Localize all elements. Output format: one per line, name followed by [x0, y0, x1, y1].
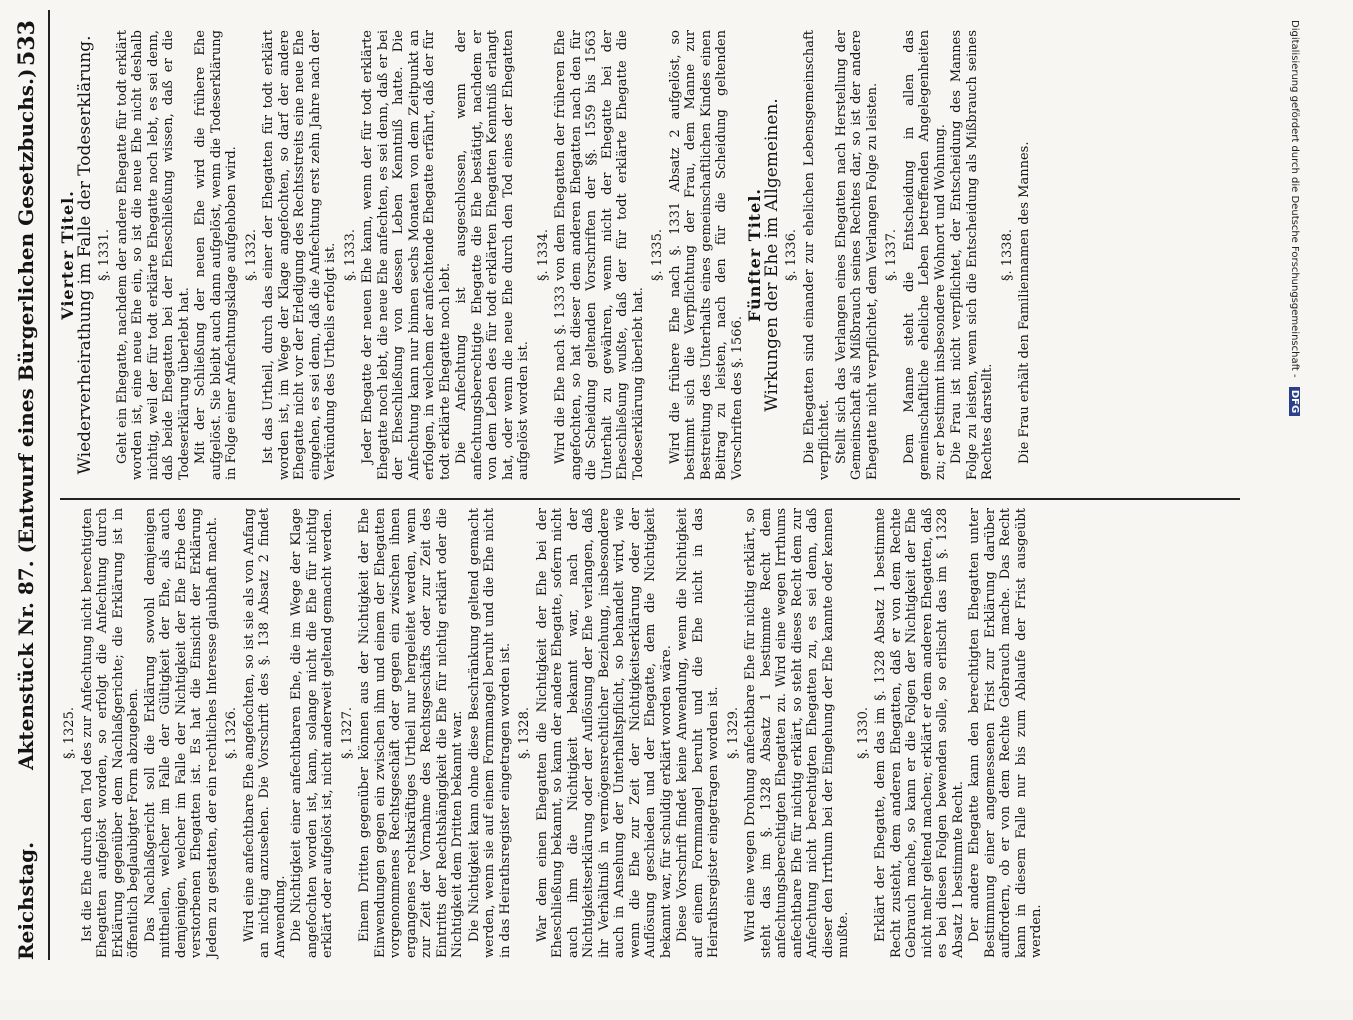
digitization-text: Digitalisierung gefördert durch die Deutsche Forschungsgemeinschaft - [1289, 20, 1300, 378]
title-subheading: Wirkungen der Ehe im Allgemeinen. [761, 98, 782, 412]
paragraph: Wird eine anfechtbare Ehe angefochten, so ist sie als von Anfang an nichtig anzusehen. Die Vorschrift des §. 138 Absatz 2 findet Anwendung. [241, 508, 288, 958]
section-number: §. 1338. [999, 229, 1015, 281]
title-heading: Vierter Titel. [58, 190, 77, 320]
digitization-note [1282, 20, 1300, 1020]
left-column [58, 508, 1046, 958]
header-rule [48, 10, 50, 960]
dfg-logo: DFG [1289, 387, 1300, 416]
paragraph: Einem Dritten gegenüber können aus der Nichtigkeit der Ehe Einwendungen gegen ein zwischen ihm und einem der Ehegatten vorgenommenes Rechtsgeschäft oder gegen ein zwischen ihnen ergangenes rechtskräftiges Urtheil nur hergeleitet werden, wenn zur Zeit der Vornahme des Rechtsgeschäfts oder zur Zeit des Eintritts der Rechtshängigkeit die Ehe für nichtig erklärt oder die Nichtigkeit dem Dritten bekannt war. [357, 508, 465, 958]
paragraph: Jeder Ehegatte der neuen Ehe kann, wenn der für todt erklärte Ehegatte noch lebt, die neue Ehe anfechten, es sei denn, daß er bei der Eheschließung von dessen Leben Kenntniß hatte. Die Anfechtung kann nur binnen sechs Monaten von dem Zeitpunkt an erfolgen, in welchem der anfechtende Ehegatte erfährt, daß der für todt erklärte Ehegatte noch lebt. [360, 30, 453, 480]
paragraph: Wird die frühere Ehe nach §. 1331 Absatz 2 aufgelöst, so bestimmt sich die Verpflichtung der Frau, dem Manne zur Bestreitung des Unterhalts eines gemeinschaftlichen Kindes einen Beitrag zu leisten, nach den für die Scheidung geltenden Vorschriften des §. 1566. [667, 30, 745, 480]
paragraph: Die Nichtigkeit kann ohne diese Beschränkung geltend gemacht werden, wenn sie auf einem Formmangel beruht und die Ehe nicht in das Heirathsregister eingetragen worden ist. [466, 508, 513, 958]
title-heading: Fünfter Titel. [745, 188, 764, 322]
paragraph: Ist die Ehe durch den Tod des zur Anfechtung nicht berechtigten Ehegatten aufgelöst worden, so erfolgt die Anfechtung durch Erklärung gegenüber dem Nachlaßgerichte; die Erklärung ist in öffentlich beglaubigter Form abzugeben. [79, 508, 141, 958]
section-number: §. 1326. [224, 707, 239, 759]
paragraph: Ist das Urtheil, durch das einer der Ehegatten für todt erklärt worden ist, im Wege der Klage angefochten, so darf der andere Ehegatte nicht vor der Erledigung des Rechtsstreits eine neue Ehe eingehen, es sei denn, daß die Anfechtung erst zehn Jahre nach der Verkündung des Urtheils erfolgt ist. [261, 30, 338, 480]
section-number: §. 1328. [517, 707, 532, 759]
section-number: §. 1333. [342, 229, 358, 281]
page-number: 533 [14, 20, 40, 66]
section-number: §. 1331. [97, 229, 112, 281]
section-number: §. 1334. [535, 229, 551, 281]
paragraph: Wird die Ehe nach §. 1333 von dem Ehegatten der früheren Ehe angefochten, so hat dieser dem anderen Ehegatten nach den für die Scheidung geltenden Vorschriften der §§. 1559 bis 1563 Unterhalt zu gewähren, wenn nicht der Ehegatte bei der Eheschließung wußte, daß der für todt erklärte Ehegatte die Todeserklärung überlebt hat. [553, 30, 646, 480]
header-title: Aktenstück Nr. 87. (Entwurf eines Bürgerlichen Gesetzbuchs.) [14, 68, 38, 770]
right-column [58, 30, 1034, 480]
page-header [8, 10, 44, 960]
paragraph: Stellt sich das Verlangen eines Ehegatten nach Herstellung der Gemeinschaft als Mißbrauch seines Rechtes dar, so ist der andere Ehegatte nicht verpflichtet, dem Verlangen Folge zu leisten. [833, 30, 880, 480]
header-left: Reichstag. [14, 841, 38, 960]
paragraph: Wird eine wegen Drohung anfechtbare Ehe für nichtig erklärt, so steht das im §. 1328 Absatz 1 bestimmte Recht dem anfechtungsberechtigten Ehegatten zu. Wird eine wegen Irrthums anfechtbare Ehe für nichtig erklärt, so steht dieses Recht dem zur Anfechtung nicht berechtigten Ehegatten zu, es sei denn, daß dieser den Irrthum bei der Eingehung der Ehe kannte oder kennen mußte. [743, 508, 851, 958]
column-divider [60, 498, 1240, 500]
title-subheading: Wiederverheirathung im Falle der Todeserklärung. [74, 35, 95, 475]
paragraph: Die Frau erhält den Familiennamen des Mannes. [1017, 141, 1032, 464]
paragraph: Die Ehegatten sind einander zur ehelichen Lebensgemeinschaft verpflichtet. [801, 30, 832, 480]
paragraph: Die Anfechtung ist ausgeschlossen, wenn der anfechtungsberechtigte Ehegatte die Ehe bestätigt, nachdem er von dem Leben des für todt erklärten Ehegatten Kenntniß erlangt hat, oder wenn die neue Ehe durch den Tod eines der Ehegatten aufgelöst worden ist. [454, 30, 531, 480]
paragraph: Erklärt der Ehegatte, dem das im §. 1328 Absatz 1 bestimmte Recht zusteht, dem anderen Ehegatten, daß er von dem Rechte Gebrauch mache, so kann er die Folgen der Nichtigkeit der Ehe nicht mehr geltend machen; erklärt er dem anderen Ehegatten, daß es bei diesen Folgen bewenden solle, so erlischt das im §. 1328 Absatz 1 bestimmte Recht. [873, 508, 966, 958]
section-number: §. 1332. [243, 229, 259, 281]
section-number: §. 1327. [339, 707, 355, 759]
paragraph: Mit der Schließung der neuen Ehe wird die frühere Ehe aufgelöst. Sie bleibt auch dann aufgelöst, wenn die Todeserklärung in Folge einer Anfechtungsklage aufgehoben wird. [193, 30, 239, 480]
paragraph: Die Nichtigkeit einer anfechtbaren Ehe, die im Wege der Klage angefochten worden ist, kann, solange nicht die Ehe für nichtig erklärt oder aufgelöst ist, nicht anderweit geltend gemacht werden. [289, 508, 335, 958]
paragraph: Das Nachlaßgericht soll die Erklärung sowohl demjenigen mittheilen, welcher im Falle der Gültigkeit der Ehe, als auch demjenigen, welcher im Falle der Nichtigkeit der Ehe Erbe des verstorbenen Ehegatten ist. Es hat die Einsicht der Erklärung Jedem zu gestatten, der ein rechtliches Interesse glaubhaft macht. [142, 508, 220, 958]
paragraph: Dem Manne steht die Entscheidung in allen das gemeinschaftliche eheliche Leben betreffenden Angelegenheiten zu; er bestimmt insbesondere Wohnort und Wohnung. [901, 30, 948, 480]
section-number: §. 1336. [784, 229, 799, 281]
section-number: §. 1325. [62, 707, 77, 759]
paragraph: War dem einen Ehegatten die Nichtigkeit der Ehe bei der Eheschließung bekannt, so kann der andere Ehegatte, sofern nicht auch ihm die Nichtigkeit bekannt war, nach der Nichtigkeitserklärung oder der Auflösung der Ehe verlangen, daß ihr Verhältniß in vermögensrechtlicher Beziehung, insbesondere auch in Ansehung der Unterhaltspflicht, so behandelt wird, wie wenn die Ehe zur Zeit der Nichtigkeitserklärung oder der Auflösung geschieden und der Ehegatte, dem die Nichtigkeit bekannt war, für schuldig erklärt worden wäre. [534, 508, 674, 958]
paragraph: Die Frau ist nicht verpflichtet, der Entscheidung des Mannes Folge zu leisten, wenn sich die Entscheidung als Mißbrauch seines Rechtes darstellt. [949, 30, 995, 480]
paragraph: Der andere Ehegatte kann den berechtigten Ehegatten unter Bestimmung einer angemessenen Frist zur Erklärung darüber auffordern, ob er von dem Rechte Gebrauch mache. Das Recht kann in diesem Falle nur bis zum Ablaufe der Frist ausgeübt werden. [967, 508, 1044, 958]
paragraph: Diese Vorschrift findet keine Anwendung, wenn die Nichtigkeit auf einem Formmangel beruht und die Ehe nicht in das Heirathsregister eingetragen worden ist. [675, 508, 721, 958]
section-number: §. 1337. [884, 229, 899, 281]
section-number: §. 1329. [725, 707, 741, 759]
section-number: §. 1330. [855, 707, 871, 759]
paragraph: Geht ein Ehegatte, nachdem der andere Ehegatte für todt erklärt worden ist, eine neue Ehe ein, so ist die neue Ehe nicht deshalb nichtig, weil der für todt erklärte Ehegatte noch lebt, es sei denn, daß beide Ehegatten bei der Eheschließung wissen, daß er die Todeserklärung überlebt hat. [114, 30, 192, 480]
section-number: §. 1335. [650, 229, 665, 281]
